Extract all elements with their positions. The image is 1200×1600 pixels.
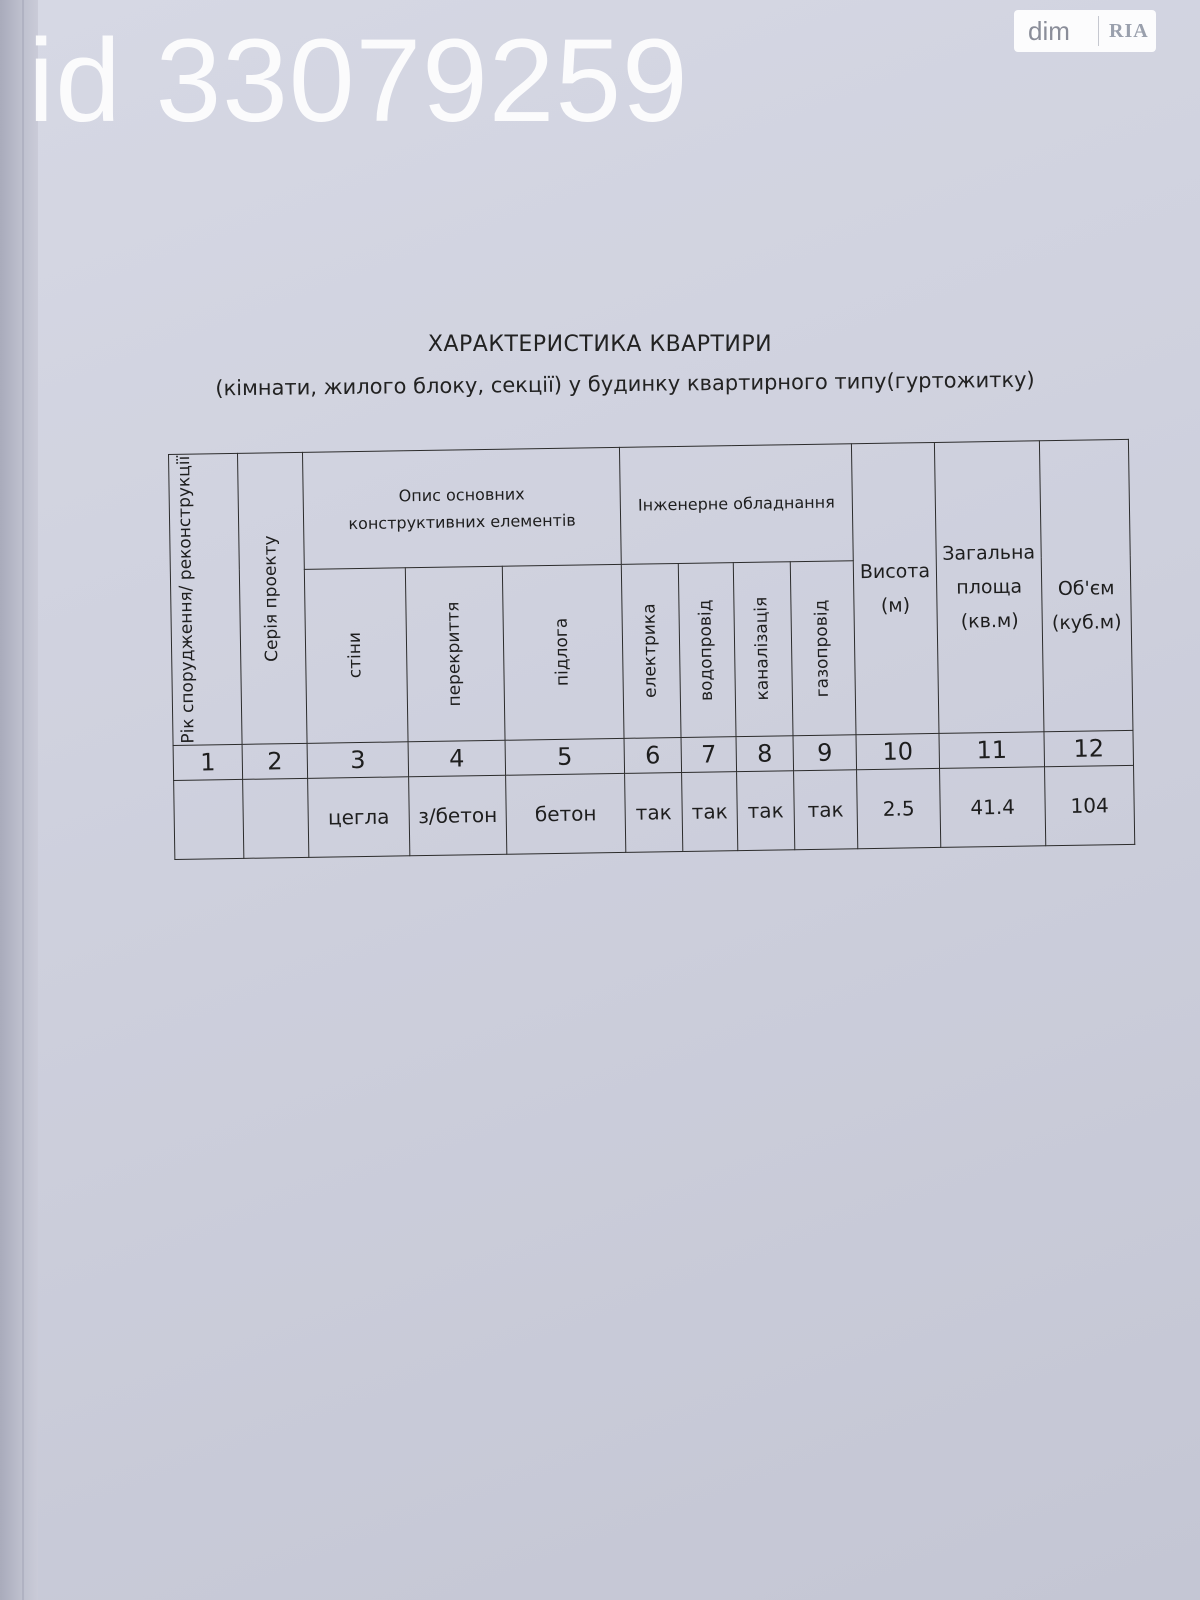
page-fold-line <box>22 0 24 1600</box>
column-number: 9 <box>793 735 857 771</box>
logo-dim-text: dim <box>1028 15 1070 46</box>
header-year: Рік спорудження/ реконструкції <box>169 453 243 745</box>
logo-ria-text: RIA <box>1109 19 1149 42</box>
value-water: так <box>682 772 738 852</box>
value-volume: 104 <box>1045 765 1135 845</box>
dim-ria-logo <box>1014 10 1156 52</box>
header-sewer: каналізація <box>733 561 793 736</box>
header-total-area: Загальна площа (кв.м) <box>934 441 1044 734</box>
column-number: 6 <box>624 737 682 773</box>
header-structure-group: Опис основних конструктивних елементів <box>302 447 621 569</box>
column-number: 3 <box>307 742 409 779</box>
header-series: Серія проекту <box>237 452 307 744</box>
value-walls: цегла <box>308 777 410 858</box>
column-number: 7 <box>681 737 737 773</box>
header-floor: підлога <box>502 564 624 740</box>
header-water: водопровід <box>678 562 736 737</box>
header-ceilings: перекриття <box>405 566 505 742</box>
column-number: 1 <box>173 744 243 780</box>
value-ceilings: з/бетон <box>409 775 507 856</box>
value-year <box>174 779 244 859</box>
value-total-area: 41.4 <box>940 767 1046 848</box>
column-number: 2 <box>242 743 308 779</box>
header-engineering-group: Інженерне обладнання <box>619 444 853 564</box>
value-electric: так <box>625 772 683 852</box>
column-number: 10 <box>856 733 940 769</box>
characteristics-table-wrap <box>168 439 1135 860</box>
column-number: 8 <box>736 736 794 772</box>
characteristics-table <box>168 439 1135 860</box>
document-subtitle: (кімнати, жилого блоку, секції) у будинку квартирного типу(гуртожитку) <box>215 367 1035 401</box>
header-volume: Об'єм (куб.м) <box>1039 439 1133 731</box>
value-series <box>243 778 309 858</box>
column-number: 4 <box>408 740 506 777</box>
listing-id-watermark: id 33079259 <box>28 15 689 147</box>
header-electric: електрика <box>621 563 681 738</box>
header-walls: стіни <box>304 567 408 743</box>
column-number: 12 <box>1044 730 1134 766</box>
value-sewer: так <box>737 771 795 851</box>
value-height: 2.5 <box>857 768 941 848</box>
header-height: Висота (м) <box>851 442 939 734</box>
page-edge <box>0 0 38 1600</box>
value-floor: бетон <box>506 773 626 854</box>
column-number: 11 <box>939 732 1045 769</box>
column-number: 5 <box>505 738 625 775</box>
document-title: ХАРАКТЕРИСТИКА КВАРТИРИ <box>427 332 773 357</box>
values-row <box>174 765 1135 859</box>
value-gas: так <box>794 770 858 850</box>
header-gas: газопровід <box>790 560 856 735</box>
